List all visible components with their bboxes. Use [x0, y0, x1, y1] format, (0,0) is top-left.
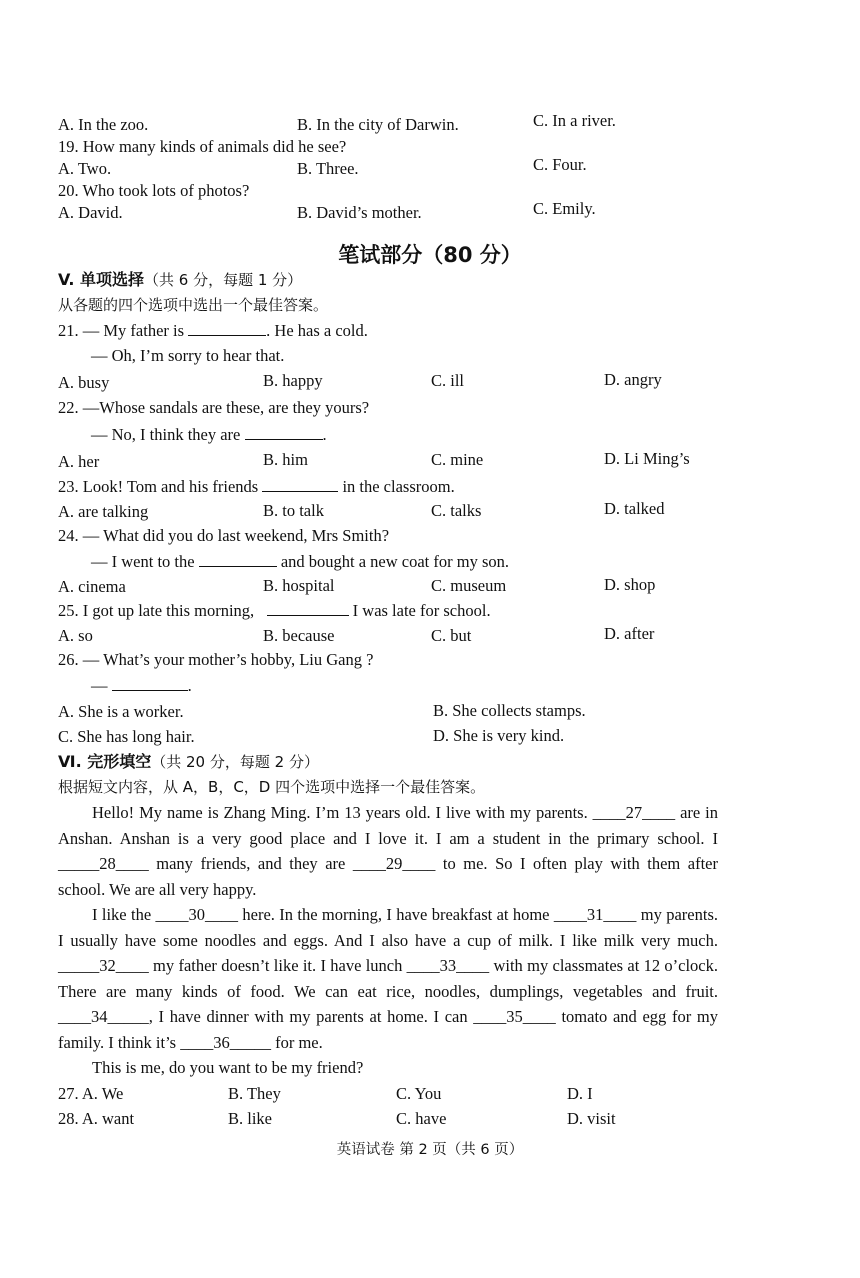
q20-option-c: C. Emily. [533, 199, 596, 218]
q21-stem-b: . He has a cold. [266, 321, 368, 340]
q28-option-b: B. like [228, 1109, 272, 1128]
q21-stem-a: 21. — My father is [58, 321, 185, 340]
q28-option-a: 28. A. want [58, 1109, 135, 1128]
answer-blank [188, 321, 266, 336]
cloze-paragraph-3: This is me, do you want to be my friend? [92, 1058, 364, 1077]
q24-stem-b: and bought a new coat for my son. [280, 552, 510, 571]
answer-blank [112, 676, 188, 691]
written-section-title: 笔试部分（80 分） [338, 243, 522, 267]
q21-line2: — Oh, I’m sorry to hear that. [91, 346, 285, 365]
q24-line1: 24. — What did you do last weekend, Mrs Smith? [58, 526, 390, 545]
q23-option-a: A. are talking [58, 502, 149, 521]
q25-stem-b: I was late for school. [352, 601, 491, 620]
page-footer: 英语试卷 第 2 页（共 6 页） [336, 1142, 524, 1158]
q26-option-c: C. She has long hair. [58, 727, 195, 746]
q19-option-c: C. Four. [533, 155, 587, 174]
q28-option-c: C. have [396, 1109, 447, 1128]
q26-line2 [91, 676, 192, 696]
answer-blank [245, 425, 323, 440]
q22-option-b: B. him [263, 450, 308, 469]
q25-option-c: C. but [431, 626, 472, 645]
q23-stem-b: in the classroom. [342, 477, 455, 496]
section5-instruction: 从各题的四个选项中选出一个最佳答案。 [58, 296, 329, 314]
section6-instruction: 根据短文内容，从 A，B，C，D 四个选项中选择一个最佳答案。 [58, 778, 486, 796]
q27-option-c: C. You [396, 1084, 442, 1103]
q23-stem-a: 23. Look! Tom and his friends [58, 477, 259, 496]
q28-option-d: D. visit [567, 1109, 616, 1128]
q27-option-d: D. I [567, 1084, 593, 1103]
q22-stem-a: — No, I think they are [91, 425, 241, 444]
q24-option-c: C. museum [431, 576, 507, 595]
q25-line1 [58, 601, 491, 621]
section6-header [58, 752, 319, 772]
section6-points: （共 20 分，每题 2 分） [151, 753, 319, 771]
q19-option-b: B. Three. [297, 159, 359, 178]
q27-option-b: B. They [228, 1084, 281, 1103]
q23-option-c: C. talks [431, 501, 482, 520]
q24-line2 [91, 552, 509, 572]
q24-option-a: A. cinema [58, 577, 126, 596]
q18-option-b: B. In the city of Darwin. [297, 115, 459, 134]
q22-line1: 22. —Whose sandals are these, are they yours? [58, 398, 370, 417]
q24-option-d: D. shop [604, 575, 656, 594]
q21-option-c: C. ill [431, 371, 465, 390]
q18-option-c: C. In a river. [533, 111, 616, 130]
q22-line2 [91, 425, 327, 445]
q26-option-d: D. She is very kind. [433, 726, 565, 745]
cloze-passage [58, 800, 718, 1081]
q20-option-b: B. David’s mother. [297, 203, 422, 222]
q26-option-a: A. She is a worker. [58, 702, 184, 721]
section6-heading: Ⅵ. 完形填空 [58, 752, 152, 771]
q21-line1 [58, 321, 368, 341]
q25-option-b: B. because [263, 626, 335, 645]
cloze-paragraph-1: Hello! My name is Zhang Ming. I’m 13 years old. I live with my parents. ____27____ are in Anshan. Anshan is a very good place and I love it. I am a student in the primary school. I _____28____ many friends, and they are ____29____ to me. So I often play with them after school. We are all very happy. [58, 803, 718, 899]
q25-option-d: D. after [604, 624, 655, 643]
q25-option-a: A. so [58, 626, 93, 645]
q23-option-d: D. talked [604, 499, 665, 518]
q22-option-c: C. mine [431, 450, 484, 469]
q26-line1: 26. — What’s your mother’s hobby, Liu Gang ? [58, 650, 374, 669]
section5-heading: V. 单项选择 [58, 270, 144, 289]
answer-blank [267, 601, 349, 616]
q21-option-d: D. angry [604, 370, 662, 389]
q19-stem: 19. How many kinds of animals did he see? [58, 137, 347, 156]
q26-stem-a: — [91, 676, 108, 695]
cloze-paragraph-2: I like the ____30____ here. In the morning, I have breakfast at home ____31____ my parents. I usually have some noodles and eggs. And I also have a cup of milk. I like milk very much. _____32____ my father doesn’t like it. I have lunch ____33____ with my classmates at 12 o’clock. There are many kinds of food. We can eat rice, noodles, dumplings, vegetables and fruit. ____34_____, I have dinner with my parents at home. I can ____35____ tomato and egg for my family. I think it’s ____36_____ for me. [58, 905, 718, 1052]
section5-points: （共 6 分，每题 1 分） [143, 271, 303, 289]
q25-stem-a: 25. I got up late this morning, [58, 601, 255, 620]
q24-option-b: B. hospital [263, 576, 335, 595]
q27-option-a: 27. A. We [58, 1084, 124, 1103]
q21-option-a: A. busy [58, 373, 110, 392]
answer-blank [262, 477, 338, 492]
q18-option-a: A. In the zoo. [58, 115, 149, 134]
answer-blank [199, 552, 277, 567]
q26-option-b: B. She collects stamps. [433, 701, 586, 720]
q21-option-b: B. happy [263, 371, 323, 390]
q20-option-a: A. David. [58, 203, 123, 222]
q22-option-a: A. her [58, 452, 100, 471]
q20-stem: 20. Who took lots of photos? [58, 181, 250, 200]
q24-stem-a: — I went to the [91, 552, 195, 571]
q22-option-d: D. Li Ming’s [604, 449, 690, 468]
q26-stem-b: . [187, 676, 192, 695]
q22-stem-b: . [322, 425, 327, 444]
q23-option-b: B. to talk [263, 501, 324, 520]
section5-header [58, 270, 302, 290]
q23-line1 [58, 477, 455, 497]
q19-option-a: A. Two. [58, 159, 112, 178]
